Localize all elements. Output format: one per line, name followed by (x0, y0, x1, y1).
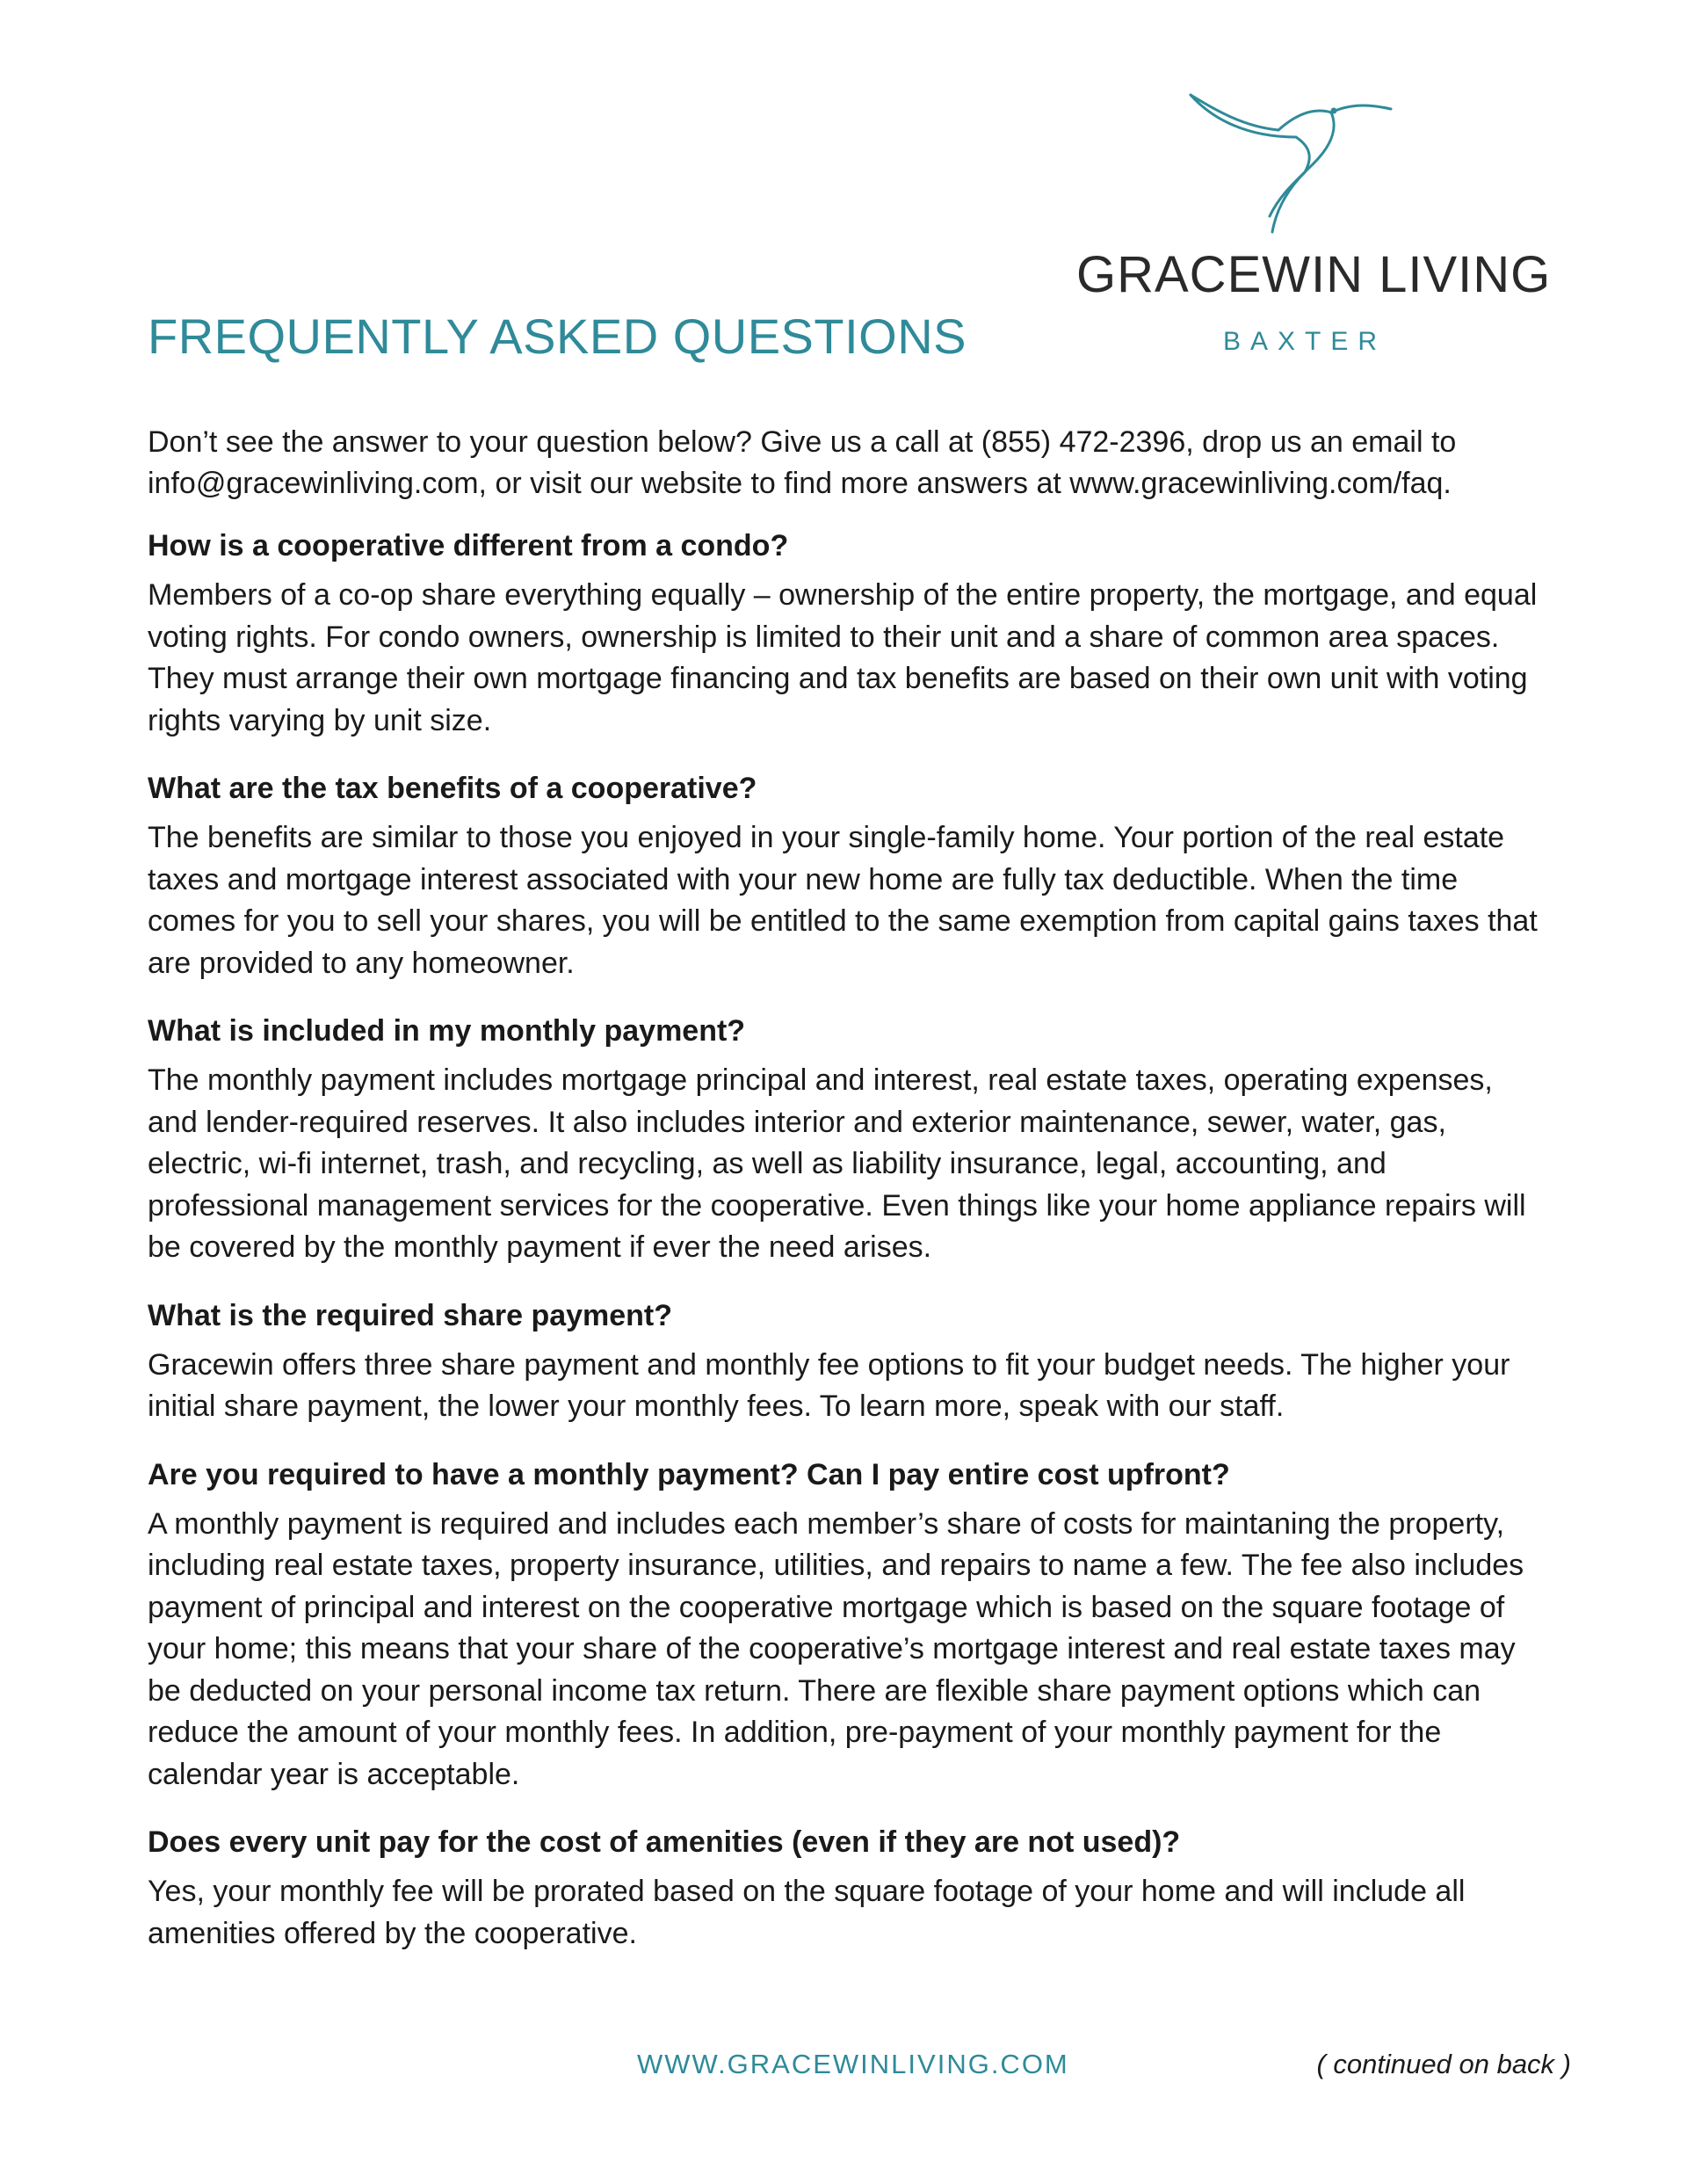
brand-location: BAXTER (1222, 327, 1387, 356)
faq-question: How is a cooperative different from a condo? (148, 529, 789, 562)
faq-item (148, 1455, 1545, 1796)
faq-question: What are the tax benefits of a cooperative? (148, 772, 757, 805)
faq-item (148, 1822, 1545, 1955)
faq-item (148, 768, 1545, 984)
faq-answer: The monthly payment includes mortgage principal and interest, real estate taxes, operating expenses, and lender-required reserves. It also includes interior and exterior maintenance, sewer, water, gas, electric, wi-fi internet, trash, and recycling, as well as liability insurance, legal, accounting, and professional management services for the cooperative. Even things like your home appliance repairs will be covered by the monthly payment if ever the need arises. (148, 1063, 1526, 1264)
intro-text: Don’t see the answer to your question below? Give us a call at (855) 472-2396, drop us an email to info@gracewinliving.com, or visit our website to find more answers at www.gracewinliving.com/faq. (148, 425, 1457, 500)
page-title: FREQUENTLY ASKED QUESTIONS (148, 308, 967, 364)
faq-answer: Gracewin offers three share payment and monthly fee options to fit your budget needs. The higher your initial share payment, the lower your monthly fees. To learn more, speak with our staff. (148, 1347, 1510, 1423)
faq-question: Are you required to have a monthly payment? Can I pay entire cost upfront? (148, 1457, 1230, 1491)
faq-question: What is the required share payment? (148, 1298, 673, 1332)
faq-question: Does every unit pay for the cost of amenities (even if they are not used)? (148, 1825, 1181, 1859)
faq-answer: A monthly payment is required and includes each member’s share of costs for maintaning the property, including real estate taxes, property insurance, utilities, and repairs to name a few. The fee also includes payment of principal and interest on the cooperative mortgage which is based on the square footage of your home; this means that your share of the cooperative’s mortgage interest and real estate taxes may be deducted on your personal income tax return. There are flexible share payment options which can reduce the amount of your monthly fees. In addition, pre-payment of your monthly payment for the calendar year is acceptable. (148, 1506, 1524, 1791)
footer-website-link[interactable]: WWW.GRACEWINLIVING.COM (637, 2049, 1069, 2079)
faq-question: What is included in my monthly payment? (148, 1014, 746, 1048)
brand-logo (1076, 84, 1552, 374)
continued-note: ( continued on back ) (1316, 2049, 1571, 2079)
faq-content (148, 422, 1545, 1981)
brand-name: GRACEWIN LIVING (1076, 246, 1552, 303)
hummingbird-icon (1182, 84, 1393, 234)
faq-item (148, 1011, 1545, 1269)
faq-answer: Members of a co-op share everything equally – ownership of the entire property, the mortgage, and equal voting rights. For condo owners, ownership is limited to their unit and a share of common area spaces. They must arrange their own mortgage financing and tax benefits are based on their own unit with voting rights varying by unit size. (148, 578, 1538, 737)
faq-answer: The benefits are similar to those you enjoyed in your single-family home. Your portion of the real estate taxes and mortgage interest associated with your new home are fully tax deductible. When the time comes for you to sell your shares, you will be entitled to the same exemption from capital gains taxes that are provided to any homeowner. (148, 821, 1538, 980)
faq-answer: Yes, your monthly fee will be prorated based on the square footage of your home and will include all amenities offered by the cooperative. (148, 1875, 1466, 1950)
faq-item (148, 526, 1545, 742)
faq-item (148, 1295, 1545, 1428)
